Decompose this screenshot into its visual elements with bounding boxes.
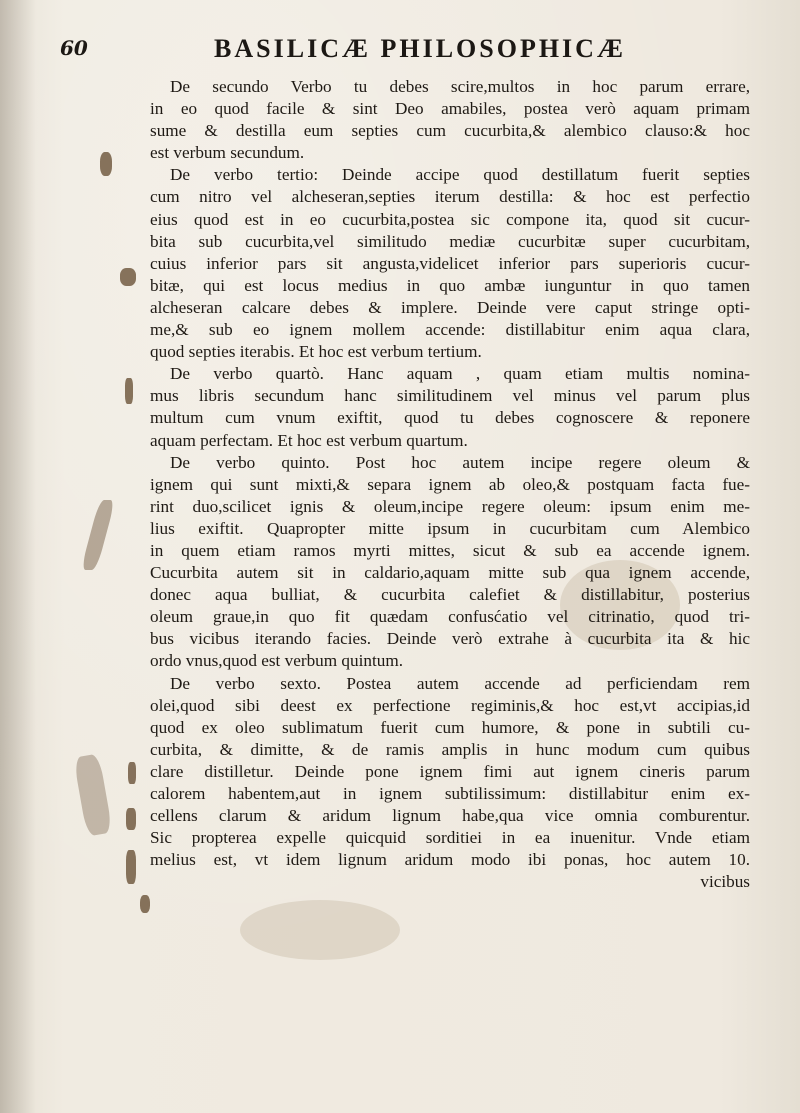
running-head: BASILICÆ PHILOSOPHICÆ <box>214 34 626 63</box>
text-line: De verbo quinto. Post hoc autem incipe regere oleum & <box>170 452 750 472</box>
margin-ink-mark <box>126 850 136 884</box>
text-line: rint duo,scilicet ignis & oleum,incipe regere oleum: ipsum enim me- <box>150 496 750 516</box>
text-line: olei,quod sibi deest ex perfectione regiminis,& hoc est,vt accipias,id <box>150 695 750 715</box>
body-text <box>150 76 750 893</box>
page-number: 60 <box>60 36 88 60</box>
text-line: De verbo sexto. Postea autem accende ad perficiendam rem <box>170 673 750 693</box>
text-line: quod septies iterabis. Et hoc est verbum tertium. <box>150 342 482 362</box>
text-line: cellens clarum & aridum lignum habe,qua vice omnia comburentur. <box>150 806 750 826</box>
text-line: melius est, vt idem lignum aridum modo ibi ponas, hoc autem 10. <box>150 850 750 870</box>
paper-stain <box>240 900 400 960</box>
text-line: clare distilletur. Deinde pone ignem fimi aut ignem cineris parum <box>150 761 750 781</box>
text-line: cuius inferior pars sit angusta,videlicet inferior pars superioris cucur- <box>150 253 750 273</box>
margin-ink-mark <box>128 762 136 784</box>
page-fold-shadow <box>0 0 36 1113</box>
text-line: sume & destilla eum septies cum cucurbita,& alembico clauso:& hoc <box>150 121 750 141</box>
text-line: ignem qui sunt mixti,& separa ignem ab oleo,& postquam facta fue- <box>150 474 750 494</box>
page-header <box>60 30 720 64</box>
margin-ink-mark <box>81 500 116 570</box>
text-line: in quem etiam ramos myrti mittes, sicut & sub ea accende ignem. <box>150 540 750 560</box>
text-line: aquam perfectam. Et hoc est verbum quartum. <box>150 430 468 450</box>
text-line: me,& sub eo ignem mollem accende: distillabitur enim aqua clara, <box>150 320 750 340</box>
text-line: Cucurbita autem sit in caldario,aquam mitte sub qua ignem accende, <box>150 563 750 583</box>
text-line: bitæ, qui est locus medius in quo ambæ iunguntur in quo tamen <box>150 275 750 295</box>
text-line: De verbo quartò. Hanc aquam , quam etiam multis nomina- <box>170 364 750 384</box>
margin-ink-mark <box>73 753 112 836</box>
margin-ink-mark <box>120 268 136 286</box>
margin-ink-mark <box>100 152 112 176</box>
text-line: donec aqua bulliat, & cucurbita calefiet & distillabitur, posterius <box>150 585 750 605</box>
text-line: calorem habentem,aut in ignem subtilissimum: distillabitur enim ex- <box>150 784 750 803</box>
text-line: Sic propterea expelle quicquid sorditiei in ea inuenitur. Vnde etiam <box>150 828 750 848</box>
text-line: cum nitro vel alcheseran,septies iterum destilla: & hoc est perfectio <box>150 187 750 207</box>
text-line: bita sub cucurbita,vel similitudo mediæ cucurbitæ super cucurbitam, <box>150 231 750 251</box>
text-line: quod ex oleo sublimatum fuerit cum humore, & pone in subtili cu- <box>150 717 750 737</box>
margin-ink-mark <box>126 808 136 830</box>
text-line: lius exiftit. Quapropter mitte ipsum in cucurbitam cum Alembico <box>150 518 750 538</box>
margin-ink-mark <box>125 378 133 404</box>
text-line: bus vicibus iterando facies. Deinde verò extrahe à cucurbita ita & hic <box>150 629 750 649</box>
catchword: vicibus <box>700 872 750 892</box>
text-line: curbita, & dimitte, & de ramis amplis in hunc modum cum quibus <box>150 739 750 759</box>
text-line: De secundo Verbo tu debes scire,multos in hoc parum errare, <box>170 77 750 96</box>
text-line: est verbum secundum. <box>150 143 305 163</box>
text-line: oleum graue,in quo fit quædam confusćatio vel citrinatio, quod tri- <box>150 607 750 627</box>
text-line: ordo vnus,quod est verbum quintum. <box>150 651 404 671</box>
text-line: mus libris secundum hanc similitudinem vel minus vel parum plus <box>150 386 750 406</box>
text-line: alcheseran calcare debes & implere. Deinde vere caput stringe opti- <box>150 297 750 317</box>
text-line: multum cum vnum exiftit, quod tu debes cognoscere & reponere <box>150 408 750 428</box>
text-line: eius quod est in eo cucurbita,postea sic compone ita, quod sit cucur- <box>150 209 750 229</box>
text-line: De verbo tertio: Deinde accipe quod destillatum fuerit septies <box>170 165 750 185</box>
margin-ink-mark <box>140 895 150 913</box>
text-line: in eo quod facile & sint Deo amabiles, postea verò aquam primam <box>150 99 750 119</box>
